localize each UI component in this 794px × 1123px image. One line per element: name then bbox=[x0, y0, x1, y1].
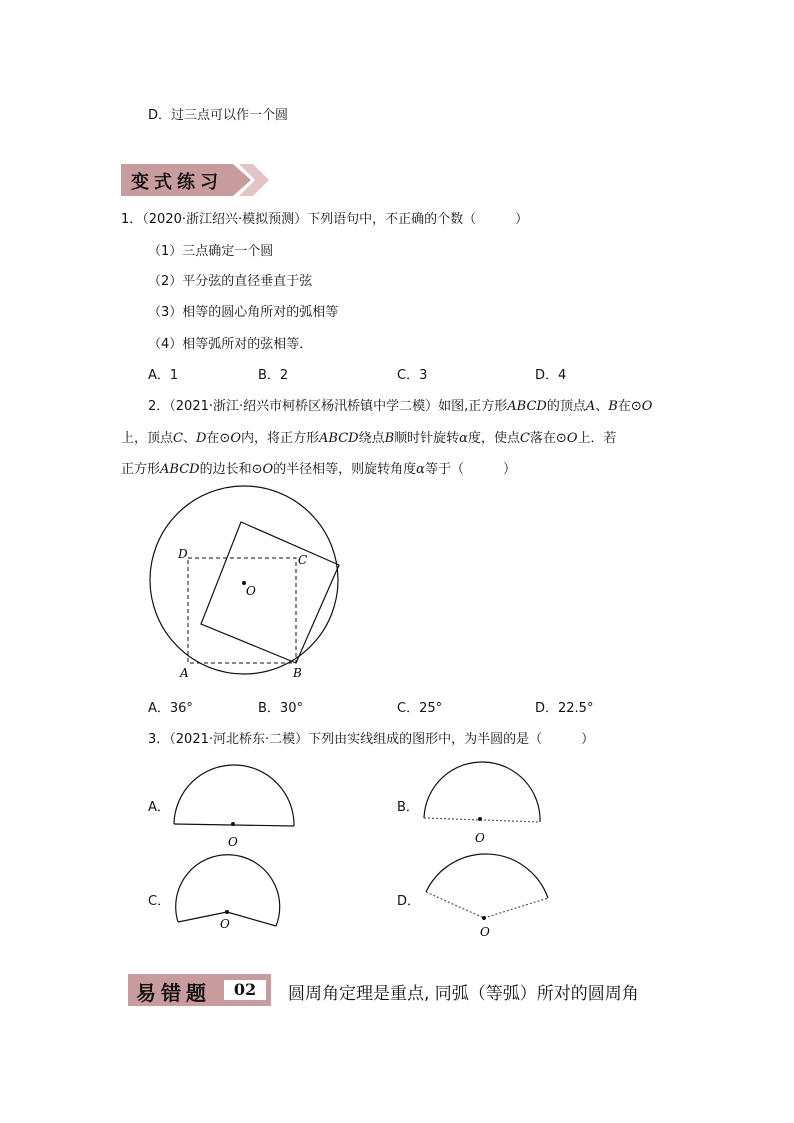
section-title: 变式练习 bbox=[131, 172, 223, 193]
q2-var: α bbox=[459, 431, 468, 446]
label-o: O bbox=[228, 835, 238, 849]
q3-option-b-label: B． bbox=[397, 800, 419, 815]
error-number: 02 bbox=[224, 980, 266, 1000]
label-o: O bbox=[475, 831, 485, 845]
q3-source: （2021·河北桥东·二模） bbox=[169, 732, 309, 747]
label-b: B bbox=[293, 666, 302, 680]
error-description: 圆周角定理是重点, 同弧（等弧）所对的圆周角 bbox=[288, 984, 639, 1004]
error-label: 易错题 bbox=[136, 981, 211, 1005]
q2-source: （2021·浙江·绍兴市柯桥区杨汛桥镇中学二模） bbox=[169, 399, 439, 414]
q2-line-3 bbox=[121, 458, 516, 477]
q2-text: 正方形 bbox=[121, 462, 161, 477]
q2-figure bbox=[140, 485, 360, 690]
q1-statement: （1）三点确定一个圆 bbox=[148, 244, 274, 259]
q2-text: 的顶点 bbox=[546, 399, 586, 414]
section-banner bbox=[121, 164, 269, 196]
q2-var: α bbox=[416, 462, 425, 477]
square-abcd-dashed bbox=[188, 558, 296, 663]
label-o: O bbox=[220, 917, 230, 931]
q2-var: ABCD bbox=[507, 399, 547, 414]
label-o: O bbox=[480, 925, 490, 939]
q2-var: O bbox=[641, 399, 653, 414]
q2-text: 如图,正方形 bbox=[438, 399, 508, 414]
q1-text: 下列语句中，不正确的个数（ ） bbox=[307, 212, 529, 227]
q2-var: B bbox=[608, 399, 618, 414]
q2-var: B bbox=[384, 431, 395, 446]
q2-text: 、 bbox=[182, 431, 196, 446]
square-rotated bbox=[201, 522, 339, 663]
q2-var: ABCD bbox=[160, 462, 200, 477]
q1-option-a: A．1 bbox=[148, 368, 179, 383]
q2-text: 落在⊙ bbox=[529, 431, 567, 446]
q2-text: 上．若 bbox=[577, 431, 617, 446]
q3-figure-d bbox=[420, 850, 552, 942]
q2-var: O bbox=[230, 431, 241, 446]
q2-line-1 bbox=[148, 395, 652, 414]
q1-option-d: D．4 bbox=[535, 368, 567, 383]
q1-statement: （3）相等的圆心角所对的弧相等 bbox=[148, 305, 339, 320]
q2-var: C bbox=[519, 431, 530, 446]
top-option-d bbox=[148, 104, 288, 123]
q2-option-b: B．30° bbox=[258, 701, 303, 716]
q2-text: 在⊙ bbox=[206, 431, 231, 446]
q2-text: 在⊙ bbox=[617, 399, 642, 414]
q3-option-a-label: A． bbox=[148, 800, 170, 815]
label-o: O bbox=[246, 584, 256, 598]
q2-text: 的半径相等，则旋转角度 bbox=[273, 462, 417, 477]
q3-text: 下列由实线组成的图形中，为半圆的是（ ） bbox=[308, 732, 595, 747]
q2-var: O bbox=[566, 431, 578, 446]
q2-text: 的边长和⊙ bbox=[199, 462, 263, 477]
q2-option-d: D．22.5° bbox=[535, 701, 594, 716]
q3-number: 3． bbox=[148, 732, 170, 747]
q2-text: 等于（ ） bbox=[424, 462, 516, 477]
q2-text: 顺时针旋转 bbox=[394, 431, 460, 446]
q2-text: 、 bbox=[595, 399, 609, 414]
q2-number: 2． bbox=[148, 399, 170, 414]
label-d: D bbox=[178, 547, 188, 561]
q2-var: A bbox=[585, 399, 596, 414]
q1-option-c: C．3 bbox=[397, 368, 428, 383]
q2-text: 度，使点 bbox=[467, 431, 520, 446]
q2-text: 上，顶点 bbox=[121, 431, 174, 446]
q1-statement: （2）平分弦的直径垂直于弦 bbox=[148, 274, 313, 289]
q3-option-c-label: C． bbox=[148, 894, 171, 909]
label-c: C bbox=[298, 553, 308, 567]
q3-stem bbox=[148, 728, 594, 747]
option-text: 过三点可以作一个圆 bbox=[171, 108, 289, 123]
label-a: A bbox=[180, 666, 189, 680]
option-label: D． bbox=[148, 108, 172, 123]
q2-option-a: A．36° bbox=[148, 701, 193, 716]
q2-var: C bbox=[173, 431, 183, 446]
q3-figure-c bbox=[172, 852, 282, 937]
circle-o bbox=[150, 486, 338, 674]
q3-option-d-label: D． bbox=[397, 894, 421, 909]
q2-var: O bbox=[262, 462, 274, 477]
q2-var: ABCD bbox=[319, 431, 359, 446]
q3-figure-a bbox=[170, 760, 300, 852]
q2-text: 绕点 bbox=[358, 431, 385, 446]
q1-source: （2020·浙江绍兴·模拟预测） bbox=[142, 212, 308, 227]
q2-option-c: C．25° bbox=[397, 701, 443, 716]
q2-var: D bbox=[195, 431, 207, 446]
q2-text: 内，将正方形 bbox=[241, 431, 320, 446]
q3-figure-b bbox=[420, 760, 545, 850]
error-label-box bbox=[128, 974, 271, 1006]
q1-option-b: B．2 bbox=[258, 368, 289, 383]
q1-number: 1． bbox=[121, 212, 143, 227]
q1-stem bbox=[121, 208, 528, 227]
q1-statement: （4）相等弧所对的弦相等． bbox=[148, 337, 313, 352]
q2-line-2 bbox=[121, 427, 617, 446]
